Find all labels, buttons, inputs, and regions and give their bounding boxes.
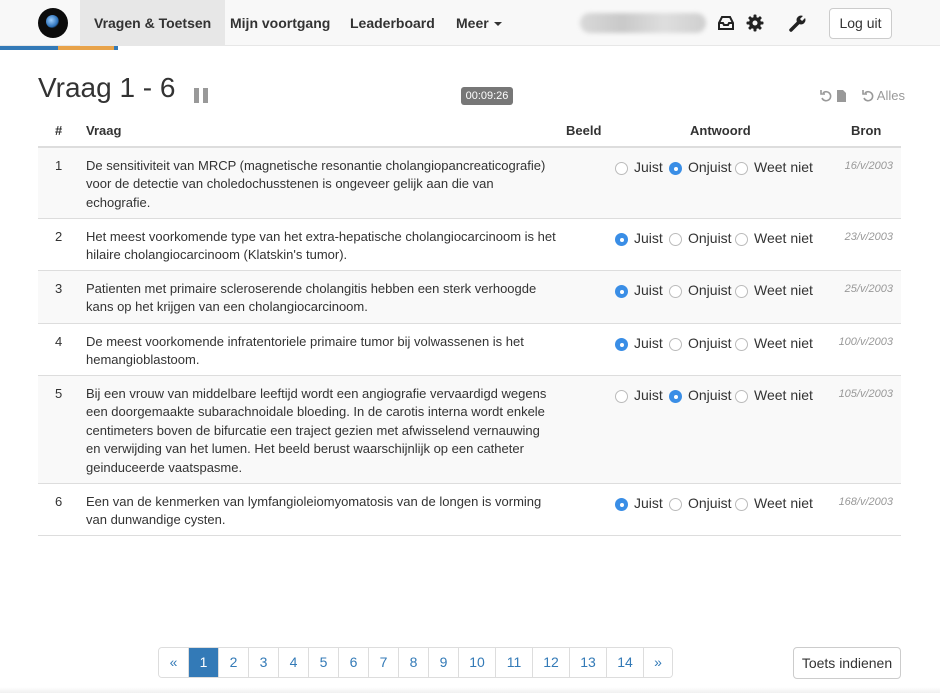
source-ref: 100/v/2003 (838, 336, 893, 348)
reset-all-link[interactable]: Alles (876, 88, 905, 103)
question-number: 3 (55, 281, 63, 296)
pagination-page[interactable]: 9 (428, 648, 458, 677)
radio-button[interactable] (669, 498, 682, 511)
pagination-page[interactable]: 8 (398, 648, 428, 677)
inbox-icon[interactable] (716, 13, 736, 33)
question-number: 4 (55, 334, 63, 349)
user-name-blurred (580, 13, 706, 33)
nav-item-meer[interactable] (442, 0, 516, 46)
submit-test-button[interactable]: Toets indienen (793, 647, 901, 679)
table-row (38, 148, 901, 219)
pagination-page[interactable]: 11 (495, 648, 532, 677)
question-text: Het meest voorkomende type van het extra-hepatische cholangiocarcinoom is het hilaire cholangiocarcinoom (Klatskin's tumor). (86, 229, 556, 263)
column-header-answer: Antwoord (690, 123, 751, 138)
undo-icon[interactable] (820, 89, 832, 103)
progress-bar-secondary (58, 46, 114, 50)
option-label: Onjuist (688, 335, 732, 351)
option-label: Onjuist (688, 387, 732, 403)
column-header-num: # (55, 123, 63, 138)
gear-icon[interactable] (745, 13, 765, 33)
radio-button[interactable] (735, 233, 748, 246)
pagination-page[interactable]: 10 (458, 648, 495, 677)
column-header-question: Vraag (86, 123, 122, 138)
source-ref: 16/v/2003 (844, 160, 893, 172)
source-ref: 25/v/2003 (844, 283, 893, 295)
pagination-page[interactable]: 13 (569, 648, 606, 677)
pagination-prev[interactable]: « (159, 648, 188, 677)
navbar (0, 0, 940, 46)
source-ref: 23/v/2003 (844, 231, 893, 243)
wrench-icon[interactable] (788, 13, 808, 33)
nav-item-mijn-voortgang[interactable] (216, 0, 344, 46)
radio-button[interactable] (615, 162, 628, 175)
pause-bar (194, 88, 199, 103)
option-label: Onjuist (688, 159, 732, 175)
source-ref: 105/v/2003 (838, 388, 893, 400)
radio-button[interactable] (669, 338, 682, 351)
pagination-next[interactable]: » (643, 648, 672, 677)
column-header-source: Bron (851, 123, 882, 138)
option-label: Juist (634, 159, 663, 175)
radio-button[interactable] (615, 285, 628, 298)
logo[interactable] (38, 8, 68, 38)
option-label: Onjuist (688, 282, 732, 298)
table-row (38, 271, 901, 324)
question-text: Patienten met primaire scleroserende cholangitis hebben een sterk verhoogde kans op het krijgen van een cholangiocarcinoom. (86, 281, 537, 315)
option-label: Juist (634, 282, 663, 298)
question-number: 6 (55, 494, 63, 509)
radio-button[interactable] (669, 285, 682, 298)
question-text: Bij een vrouw van middelbare leeftijd wordt een angiografie vervaardigd wegens een doorgemaakte subarachnoidale bloeding. In de carotis interna wordt enkele centimeters boven de bifurcatie een traject gezien met afwisselend vernauwing en verwijding van het lumen. Het beeld berust waarschijnlijk op een catheter geinduceerde vaatspasme. (86, 386, 547, 475)
source-ref: 168/v/2003 (838, 496, 893, 508)
option-label: Weet niet (754, 335, 813, 351)
nav-item-label: Mijn voortgang (230, 15, 331, 31)
nav-item-label: Leaderboard (350, 15, 435, 31)
radio-button[interactable] (735, 285, 748, 298)
option-label: Weet niet (754, 282, 813, 298)
option-label: Juist (634, 495, 663, 511)
pagination-page[interactable]: 12 (532, 648, 569, 677)
pagination-page[interactable]: 14 (606, 648, 643, 677)
timer-badge: 00:09:26 (461, 87, 513, 105)
question-number: 1 (55, 158, 63, 173)
table-row (38, 484, 901, 536)
radio-button[interactable] (615, 338, 628, 351)
radio-button[interactable] (615, 498, 628, 511)
pagination-page[interactable]: 1 (188, 648, 218, 677)
question-number: 2 (55, 229, 63, 244)
radio-button[interactable] (669, 233, 682, 246)
nav-item-leaderboard[interactable] (336, 0, 449, 46)
question-text: De sensitiviteit van MRCP (magnetische resonantie cholangiopancreaticografie) voor de detectie van choledochusstenen is ongeveer gelijk aan die van echografie. (86, 158, 546, 210)
pagination-page[interactable]: 5 (308, 648, 338, 677)
option-label: Juist (634, 387, 663, 403)
radio-button[interactable] (615, 390, 628, 403)
option-label: Weet niet (754, 495, 813, 511)
question-number: 5 (55, 386, 63, 401)
option-label: Juist (634, 335, 663, 351)
table-row (38, 324, 901, 376)
option-label: Weet niet (754, 159, 813, 175)
pagination-page[interactable]: 4 (278, 648, 308, 677)
pagination (158, 647, 673, 678)
undo-icon[interactable] (862, 89, 874, 103)
pagination-page[interactable]: 2 (218, 648, 248, 677)
nav-item-vragen-toetsen[interactable] (80, 0, 225, 46)
option-label: Onjuist (688, 230, 732, 246)
nav-item-label: Meer (456, 15, 489, 31)
bottom-edge (0, 687, 940, 693)
page-title: Vraag 1 - 6 (38, 72, 176, 103)
table-row (38, 376, 901, 484)
pagination-page[interactable]: 3 (248, 648, 278, 677)
question-text: De meest voorkomende infratentoriele primaire tumor bij volwassenen is het hemangioblastoom. (86, 334, 524, 368)
reset-controls (820, 88, 905, 104)
radio-button[interactable] (735, 390, 748, 403)
file-icon[interactable] (836, 89, 847, 103)
radio-button[interactable] (615, 233, 628, 246)
table-row (38, 219, 901, 271)
radio-button[interactable] (735, 162, 748, 175)
pagination-page[interactable]: 7 (368, 648, 398, 677)
logout-button[interactable]: Log uit (829, 8, 892, 39)
radio-button[interactable] (669, 162, 682, 175)
caret-down-icon (494, 22, 502, 26)
option-label: Onjuist (688, 495, 732, 511)
option-label: Weet niet (754, 387, 813, 403)
option-label: Juist (634, 230, 663, 246)
pause-bar (203, 88, 208, 103)
pagination-page[interactable]: 6 (338, 648, 368, 677)
option-label: Weet niet (754, 230, 813, 246)
nav-item-label: Vragen & Toetsen (94, 15, 212, 31)
question-text: Een van de kenmerken van lymfangioleiomyomatosis van de longen is vorming van dunwandige cysten. (86, 494, 542, 528)
radio-button[interactable] (735, 338, 748, 351)
column-header-image: Beeld (566, 123, 602, 138)
radio-button[interactable] (735, 498, 748, 511)
pause-icon[interactable] (194, 88, 209, 103)
radio-button[interactable] (669, 390, 682, 403)
